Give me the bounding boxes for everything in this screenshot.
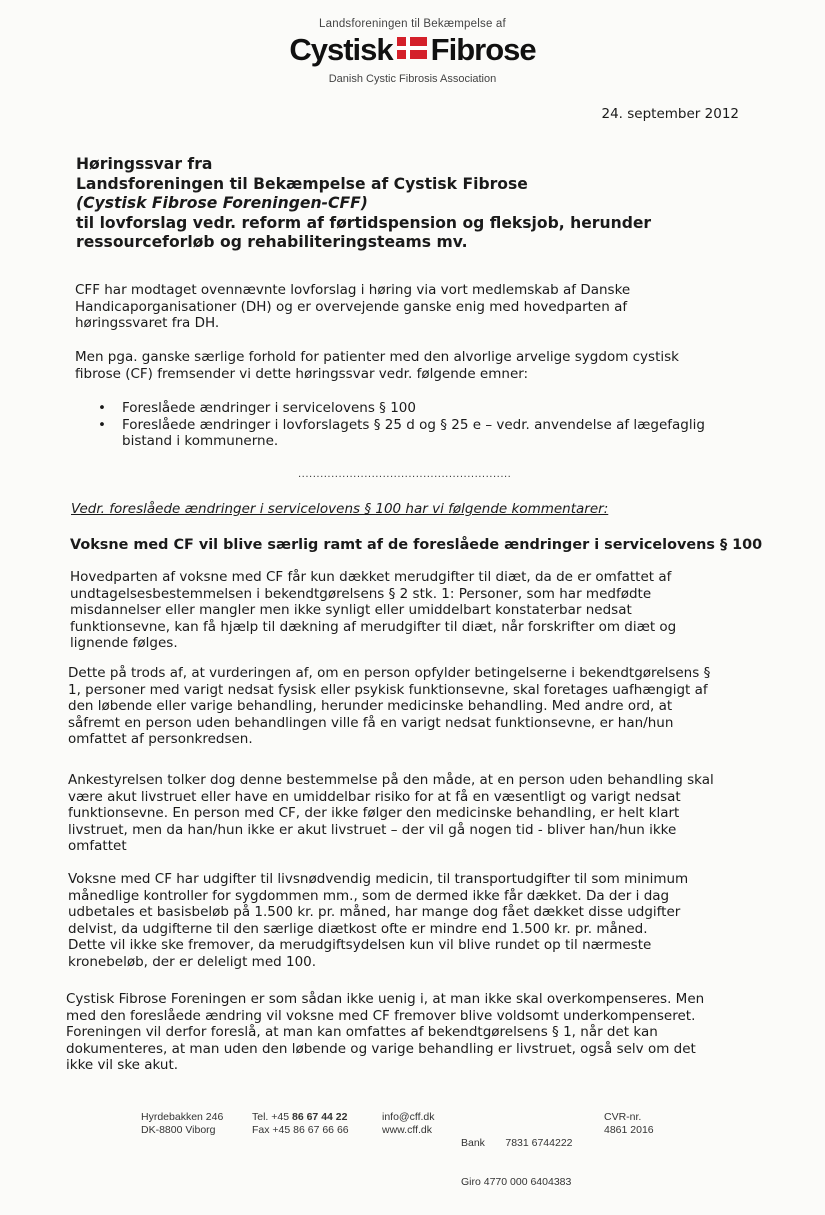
heading-line-3: (Cystisk Fibrose Foreningen-CFF) [76,194,368,212]
paragraph-line: livstruet, men da han/hun ikke er akut livstruet – der vil gå nogen tid - bliver han/hun ikke [68,821,677,838]
paragraph-line: såfremt en person uden behandlingen ville få en varigt nedsat funktionsevne, er han/hun [68,714,674,731]
body-paragraph-2 [68,665,768,748]
tel-number: 86 67 44 22 [292,1111,348,1123]
topics-list [98,400,738,450]
list-item-text: Foreslåede ændringer i lovforslagets § 25 d og § 25 e – vedr. anvendelse af lægefaglig [122,416,705,433]
footer-bank [461,1111,573,1215]
body-paragraph-5 [66,991,766,1074]
body-paragraph-1 [70,569,770,652]
heading-line-2: Landsforeningen til Bekæmpelse af Cystisk Fibrose [76,174,528,193]
footer-line: Hyrdebakken 246 [141,1111,224,1123]
document-heading [76,155,756,253]
paragraph-line: månedlige kontroller for sygdommen mm., som de dermed ikke får dækket. Da der i dag [68,887,670,904]
paragraph-line: Foreningen vil derfor foreslå, at man kan omfattes af bekendtgørelsens § 1, når det kan [66,1024,658,1040]
footer-line [252,1111,349,1124]
paragraph-line: Hovedparten af voksne med CF får kun dækket merudgifter til diæt, da de er omfattet af [70,569,672,585]
footer-line: 4861 2016 [604,1124,654,1136]
list-item-text: bistand i kommunerne. [122,433,279,449]
paragraph-line: fibrose (CF) fremsender vi dette høringssvar vedr. følgende emner: [75,365,529,382]
footer-web [382,1111,435,1137]
footer-line: CVR-nr. [604,1111,642,1123]
logo-word-right: Fibrose [430,32,536,67]
section-heading: Voksne med CF vil blive særlig ramt af de foreslåede ændringer i servicelovens § 100 [70,537,763,553]
footer-line: Fax +45 86 67 66 66 [252,1124,349,1136]
paragraph-line: udbetales et basisbeløb på 1.500 kr. pr. måned, har mange dog fået dækket disse udgifter [68,904,681,920]
letterhead-top-line: Landsforeningen til Bekæmpelse af [319,18,506,30]
footer-line: DK-8800 Viborg [141,1124,216,1136]
paragraph-line: 1, personer med varigt nedsat fysisk eller psykisk funktionsevne, skal foretages uafhængigt af [68,681,708,698]
logo-word-left: Cystisk [289,32,393,67]
list-item [98,417,738,450]
paragraph-line: omfattet af personkredsen. [68,731,253,747]
paragraph-line: Ankestyrelsen tolker dog denne bestemmelse på den måde, at en person uden behandling skal [68,772,714,788]
heading-line-1: Høringssvar fra [76,155,213,173]
paragraph-line: Men pga. ganske særlige forhold for patienter med den alvorlige arvelige sygdom cystisk [75,349,679,365]
paragraph-line: undtagelsesbestemmelsen i bekendtgørelsens § 2 stk. 1: Personer, som har medfødte [70,585,652,602]
heading-line-4: til lovforslag vedr. reform af førtidspension og fleksjob, herunder [76,213,652,232]
paragraph-line: kronebeløb, der er deleligt med 100. [68,953,317,970]
paragraph-line: funktionsevne. En person med CF, der ikke følger den medicinske behandling, er helt klart [68,805,680,821]
paragraph-line: CFF har modtaget ovennævnte lovforslag i høring via vort medlemskab af Danske [75,282,631,298]
paragraph-line: med den foreslåede ændring vil voksne med CF fremover blive voldsomt underkompenseret. [66,1007,696,1024]
paragraph-line: ikke vil ske akut. [66,1057,179,1073]
list-item-text: Foreslåede ændringer i servicelovens § 100 [122,400,416,416]
paragraph-line: lignende følges. [70,635,178,651]
section-separator: .......................................................... [298,469,512,480]
footer-address [141,1111,223,1137]
paragraph-line: Dette på trods af, at vurderingen af, om en person opfylder betingelserne i bekendtgørelsens § [68,665,711,681]
footer-email: info@cff.dk [382,1111,435,1123]
paragraph-line: høringssvaret fra DH. [75,315,220,331]
paragraph-line: den løbende eller varige behandling, herunder medicinske behandling. Med andre ord, at [68,698,673,714]
footer-website: www.cff.dk [382,1124,432,1136]
danish-flag-icon [397,37,427,63]
heading-line-5: ressourceforløb og rehabiliteringsteams mv. [76,233,468,251]
bullet-icon: • [98,416,106,433]
intro-paragraph [75,282,755,332]
footer-phone [252,1111,349,1137]
paragraph-line: Handicaporganisationer (DH) og er overvejende ganske enig med hovedparten af [75,298,628,315]
footer-line: Giro 4770 000 6404383 [461,1176,572,1188]
body-paragraph-4 [68,871,768,970]
organization-logo [0,32,825,68]
section-subheading: Vedr. foreslåede ændringer i servicelovens § 100 har vi følgende kommentarer: [71,501,609,517]
paragraph-line: Voksne med CF har udgifter til livsnødvendig medicin, til transportudgifter til som minimum [68,871,689,887]
body-paragraph-3 [68,772,768,855]
paragraph-line: dokumenteres, at man uden den løbende og varige behandling er livstruet, også selv om det [66,1040,696,1057]
list-item [98,400,738,417]
footer-cvr [604,1111,654,1137]
letter-date: 24. september 2012 [601,106,739,122]
paragraph-line: omfattet [68,838,127,854]
paragraph-line: delvist, da udgifterne til den særlige diætkost ofte er mindre end 1.500 kr. pr. måned. [68,920,648,937]
paragraph-line: Dette vil ikke ske fremover, da merudgiftsydelsen kun vil blive rundet op til nærmeste [68,937,652,953]
paragraph-line: Cystisk Fibrose Foreningen er som sådan ikke uenig i, at man ikke skal overkompenseres. Men [66,991,705,1007]
paragraph-line: funktionsevne, kan få hjælp til dækning af merudgifter til diæt, når forskrifter om diæt og [70,618,677,635]
letterhead-bottom-line: Danish Cystic Fibrosis Association [328,73,497,85]
paragraph-line: misdannelser eller mangler men ikke synligt eller umiddelbart konstaterbar nedsat [70,602,632,618]
paragraph-line: være akut livstruet eller have en umiddelbar risiko for at få en væsentligt og varigt nedsat [68,788,681,805]
footer-line: Bank 7831 6744222 [461,1137,573,1149]
tel-label: Tel. +45 [252,1111,290,1123]
bullet-icon: • [98,400,106,416]
topics-intro-paragraph [75,349,755,382]
